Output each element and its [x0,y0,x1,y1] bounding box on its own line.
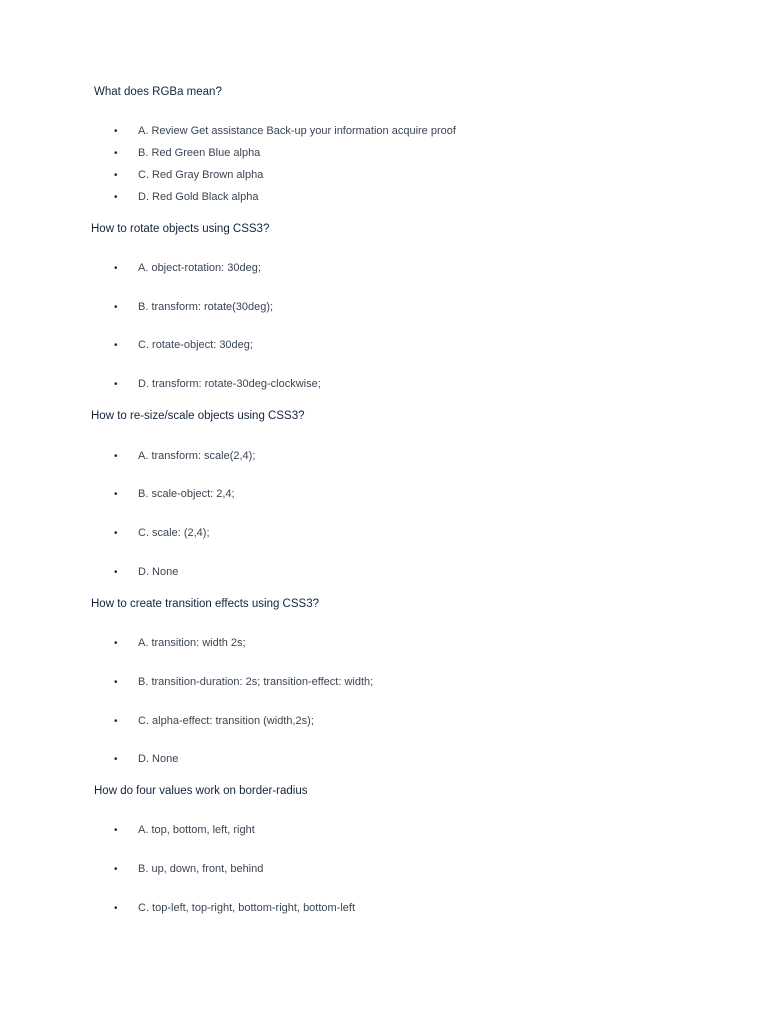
bullet-icon: • [114,340,118,351]
bullet-icon: • [114,903,118,914]
question-5-option-a [114,824,255,836]
question-3-option-a [114,450,255,462]
bullet-icon: • [114,302,118,313]
bullet-icon: • [114,567,118,578]
bullet-icon: • [114,170,118,181]
bullet-icon: • [114,754,118,765]
question-3-text: How to re-size/scale objects using CSS3? [91,410,305,422]
question-2-option-b [114,301,273,313]
bullet-icon: • [114,126,118,137]
question-2-option-c [114,339,253,351]
question-4-option-b [114,676,373,688]
bullet-icon: • [114,379,118,390]
option-label: A. top, bottom, left, right [138,824,255,836]
question-4-option-c [114,715,314,727]
option-label: C. top-left, top-right, bottom-right, bottom-left [138,902,356,914]
option-label: C. Red Gray Brown alpha [138,169,264,181]
bullet-icon: • [114,263,118,274]
option-label: C. alpha-effect: transition (width,2s); [138,715,314,727]
option-label: B. Red Green Blue alpha [138,147,261,159]
option-label: D. Red Gold Black alpha [138,191,259,203]
bullet-icon: • [114,825,118,836]
question-3-option-b [114,488,235,500]
question-1-text: What does RGBa mean? [94,86,222,98]
option-label: B. up, down, front, behind [138,863,264,875]
question-2-text: How to rotate objects using CSS3? [91,223,270,235]
question-3-option-d [114,566,178,578]
question-4-text: How to create transition effects using CSS3? [91,598,319,610]
option-label: B. transition-duration: 2s; transition-effect: width; [138,676,374,688]
option-label: A. object-rotation: 30deg; [138,262,261,274]
question-3-option-c [114,527,210,539]
bullet-icon: • [114,716,118,727]
option-label: A. Review Get assistance Back-up your information acquire proof [138,125,456,137]
option-label: C. rotate-object: 30deg; [138,339,253,351]
bullet-icon: • [114,192,118,203]
bullet-icon: • [114,677,118,688]
bullet-icon: • [114,148,118,159]
option-label: D. transform: rotate-30deg-clockwise; [138,378,321,390]
option-label: B. transform: rotate(30deg); [138,301,274,313]
question-5-option-c [114,902,355,914]
bullet-icon: • [114,864,118,875]
question-1-option-b [114,147,260,159]
option-label: C. scale: (2,4); [138,527,210,539]
question-2-option-d [114,378,321,390]
bullet-icon: • [114,528,118,539]
question-1-option-c [114,169,263,181]
question-5-text: How do four values work on border-radius [94,785,308,797]
question-4-option-d [114,753,178,765]
question-1-option-a [114,125,456,137]
bullet-icon: • [114,489,118,500]
bullet-icon: • [114,451,118,462]
option-label: D. None [138,566,179,578]
option-label: A. transform: scale(2,4); [138,450,256,462]
option-label: B. scale-object: 2,4; [138,488,235,500]
option-label: D. None [138,753,179,765]
question-1-option-d [114,191,258,203]
question-2-option-a [114,262,261,274]
option-label: A. transition: width 2s; [138,637,246,649]
question-5-option-b [114,863,263,875]
bullet-icon: • [114,638,118,649]
question-4-option-a [114,637,246,649]
